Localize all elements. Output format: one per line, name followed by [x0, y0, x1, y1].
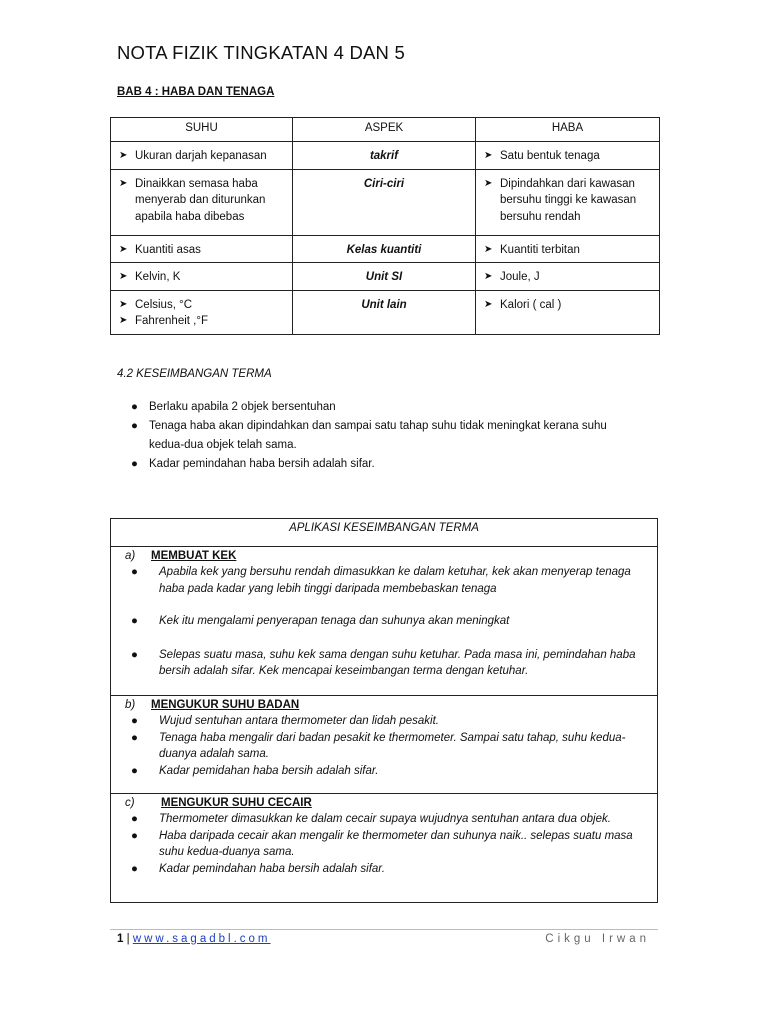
list-item-text: Kadar pemidahan haba bersih adalah sifar.	[159, 764, 379, 777]
arrow-bullet-icon: ➤	[119, 177, 128, 189]
footer-separator: |	[126, 933, 130, 945]
suhu-cell	[111, 290, 293, 334]
list-item-text: Kadar pemindahan haba bersih adalah sifar.	[149, 458, 375, 470]
arrow-bullet-icon: ➤	[119, 271, 128, 282]
list-item-text: Tenaga haba mengalir dari badan pesakit ke thermometer. Sampai satu tahap, suhu kedua-duanya adalah sama.	[159, 731, 626, 760]
cell-text: Kelvin, K	[135, 271, 181, 283]
bullet-dot-icon: ●	[131, 862, 138, 875]
application-section-b	[111, 696, 657, 794]
page-number: 1	[117, 933, 124, 945]
table-header-row	[111, 118, 660, 142]
header-suhu: SUHU	[111, 118, 293, 142]
section-letter: b)	[125, 699, 136, 711]
cell-text: Dinaikkan semasa haba menyerab dan diturunkan apabila haba dibebas	[135, 177, 266, 223]
list-item	[125, 647, 657, 680]
arrow-bullet-icon: ➤	[484, 243, 493, 255]
cell-text: Satu bentuk tenaga	[500, 150, 600, 162]
section-letter: c)	[125, 797, 135, 809]
list-item	[125, 730, 657, 763]
arrow-bullet-icon: ➤	[119, 315, 128, 326]
list-item-text: Berlaku apabila 2 objek bersentuhan	[149, 401, 336, 413]
bullet-dot-icon: ●	[131, 401, 138, 413]
footer-author: Cikgu Irwan	[545, 933, 650, 945]
list-item	[125, 713, 657, 730]
section-name: MENGUKUR SUHU CECAIR	[161, 797, 312, 809]
list-item-text: Selepas suatu masa, suhu kek sama dengan suhu ketuhar. Pada masa ini, pemindahan haba bersih adalah sifar. Kek mencapai keseimbangan terma dengan ketuhar.	[159, 648, 636, 677]
bullet-dot-icon: ●	[131, 420, 138, 432]
arrow-bullet-icon: ➤	[119, 298, 128, 310]
aspek-cell: Ciri-ciri	[293, 169, 476, 235]
section-name: MEMBUAT KEK	[151, 550, 237, 562]
cell-text: Ukuran darjah kepanasan	[135, 150, 267, 162]
arrow-bullet-icon: ➤	[484, 177, 493, 189]
aspek-cell: Kelas kuantiti	[293, 235, 476, 263]
cell-text: Kuantiti asas	[135, 243, 201, 256]
bullet-dot-icon: ●	[131, 813, 138, 825]
arrow-bullet-icon: ➤	[484, 150, 493, 161]
section-name: MENGUKUR SUHU BADAN	[151, 699, 300, 711]
suhu-cell	[111, 169, 293, 235]
arrow-bullet-icon: ➤	[119, 150, 128, 161]
footer-divider	[110, 929, 658, 930]
applications-heading: APLIKASI KESEIMBANGAN TERMA	[111, 519, 657, 547]
aspek-cell: Unit SI	[293, 263, 476, 291]
list-item-text: Apabila kek yang bersuhu rendah dimasukkan ke dalam ketuhar, kek akan menyerap tenaga haba pada kadar yang lebih tinggi daripada membebaskan tenaga	[159, 566, 631, 595]
arrow-bullet-icon: ➤	[484, 271, 493, 282]
section-letter: a)	[125, 550, 136, 562]
chapter-heading: BAB 4 : HABA DAN TENAGA	[117, 86, 275, 98]
list-item	[117, 417, 637, 455]
arrow-bullet-icon: ➤	[484, 298, 493, 310]
list-item-text: Wujud sentuhan antara thermometer dan lidah pesakit.	[159, 715, 439, 727]
haba-cell	[476, 142, 660, 170]
table-row	[111, 169, 660, 235]
header-haba: HABA	[476, 118, 660, 142]
comparison-table	[110, 117, 660, 335]
website-link[interactable]: www.sagadbl.com	[132, 933, 271, 945]
bullet-dot-icon: ●	[131, 566, 138, 578]
bullet-dot-icon: ●	[131, 715, 138, 727]
page-title: NOTA FIZIK TINGKATAN 4 DAN 5	[117, 42, 405, 63]
table-row	[111, 142, 660, 170]
bullet-dot-icon: ●	[131, 648, 138, 661]
aspek-cell: takrif	[293, 142, 476, 170]
cell-text: Fahrenheit ,°F	[135, 315, 208, 327]
list-item	[125, 828, 657, 861]
cell-text: Kalori ( cal )	[500, 298, 562, 311]
list-item	[125, 811, 657, 828]
section-title: 4.2 KESEIMBANGAN TERMA	[117, 368, 272, 380]
cell-text: Celsius, °C	[135, 298, 193, 311]
list-item-text: Haba daripada cecair akan mengalir ke thermometer dan suhunya naik.. selepas suatu masa suhu kedua-duanya sama.	[159, 829, 633, 858]
aspek-cell: Unit lain	[293, 290, 476, 334]
haba-cell	[476, 263, 660, 291]
bullet-dot-icon: ●	[131, 731, 138, 744]
suhu-cell	[111, 235, 293, 263]
list-item	[125, 763, 657, 780]
bullet-list	[117, 398, 637, 474]
applications-box	[110, 518, 658, 903]
list-item-text: Kek itu mengalami penyerapan tenaga dan suhunya akan meningkat	[159, 615, 510, 627]
list-item-text: Thermometer dimasukkan ke dalam cecair supaya wujudnya sentuhan antara dua objek.	[159, 813, 611, 825]
list-item	[117, 455, 637, 474]
bullet-dot-icon: ●	[131, 615, 138, 627]
haba-cell	[476, 290, 660, 334]
bullet-dot-icon: ●	[131, 764, 138, 777]
list-item	[125, 564, 657, 597]
application-section-c	[111, 794, 657, 877]
bullet-dot-icon: ●	[131, 458, 138, 470]
cell-text: Dipindahkan dari kawasan bersuhu tinggi ke kawasan bersuhu rendah	[500, 177, 637, 223]
list-item	[125, 613, 657, 630]
list-item	[117, 398, 637, 417]
list-item	[125, 861, 657, 878]
cell-text: Joule, J	[500, 271, 540, 283]
table-row	[111, 263, 660, 291]
list-item-text: Kadar pemindahan haba bersih adalah sifar.	[159, 862, 385, 875]
haba-cell	[476, 235, 660, 263]
table-row	[111, 290, 660, 334]
footer-left	[117, 933, 271, 945]
suhu-cell	[111, 142, 293, 170]
application-section-a	[111, 547, 657, 696]
header-aspek: ASPEK	[293, 118, 476, 142]
table-row	[111, 235, 660, 263]
suhu-cell	[111, 263, 293, 291]
bullet-dot-icon: ●	[131, 829, 138, 842]
arrow-bullet-icon: ➤	[119, 243, 128, 255]
cell-text: Kuantiti terbitan	[500, 243, 580, 256]
haba-cell	[476, 169, 660, 235]
list-item-text: Tenaga haba akan dipindahkan dan sampai satu tahap suhu tidak meningkat kerana suhu kedua-dua objek telah sama.	[149, 420, 607, 451]
